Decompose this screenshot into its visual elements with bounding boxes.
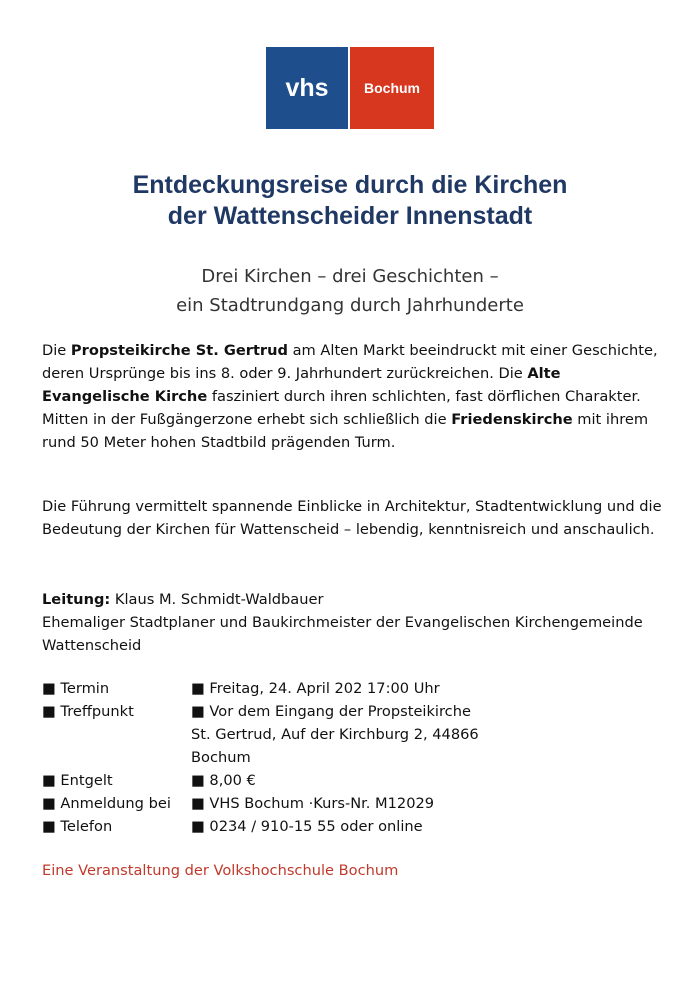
title-line-1: Entdeckungsreise durch die Kirchen <box>132 171 568 199</box>
detail-row-telefon <box>42 815 491 838</box>
event-details <box>42 677 491 838</box>
detail-label: ■ Termin <box>42 680 110 697</box>
leitung-block <box>42 588 672 657</box>
intro-text-4: mit ihrem rund 50 Meter hohen Stadtbild prägenden Turm. <box>42 411 649 451</box>
leitung-role: Ehemaliger Stadtplaner und Baukirchmeister der Evangelischen Kirchengemeinde Wattenscheid <box>42 614 643 654</box>
logo-vhs-block: vhs <box>266 47 348 129</box>
subtitle-line-1: Drei Kirchen – drei Geschichten – <box>201 266 499 287</box>
subtitle <box>0 262 700 320</box>
church-name-alte-evangelische: Alte Evangelische Kirche <box>42 365 561 405</box>
detail-value: ■ Freitag, 24. April 202 17:00 Uhr <box>191 680 440 697</box>
title-line-2: der Wattenscheider Innenstadt <box>167 202 533 230</box>
intro-text-1: Die <box>42 342 71 359</box>
detail-label: ■ Treffpunkt <box>42 703 134 720</box>
detail-value: ■ 8,00 € <box>191 772 256 789</box>
vhs-logo <box>266 47 434 129</box>
detail-value: ■ VHS Bochum ·Kurs-Nr. M12029 <box>191 795 435 812</box>
detail-label: ■ Anmeldung bei <box>42 795 171 812</box>
tour-description: Die Führung vermittelt spannende Einblicke in Architektur, Stadtentwicklung und die Bedeutung der Kirchen für Wattenscheid – lebendig, kenntnisreich und anschaulich. <box>42 498 662 538</box>
page-title <box>0 170 700 232</box>
detail-value: ■ Vor dem Eingang der Propsteikirche St. Gertrud, Auf der Kirchburg 2, 44866 Bochum <box>191 703 479 766</box>
detail-value: ■ 0234 / 910-15 55 oder online <box>191 818 423 835</box>
detail-row-anmeldung <box>42 792 491 815</box>
intro-paragraph <box>42 339 672 454</box>
detail-row-termin <box>42 677 491 700</box>
organizer-footer: Eine Veranstaltung der Volkshochschule Bochum <box>42 862 399 879</box>
intro-text-3: fasziniert durch ihren schlichten, fast dörflichen Charakter. Mitten in der Fußgängerzone erhebt sich schließlich die <box>42 388 641 428</box>
leitung-label: Leitung: <box>42 591 111 608</box>
intro-text-2: am Alten Markt beeindruckt mit einer Geschichte, deren Ursprünge bis ins 8. oder 9. Jahrhundert zurückreichen. Die <box>42 342 658 382</box>
detail-row-treffpunkt <box>42 700 491 769</box>
subtitle-line-2: ein Stadtrundgang durch Jahrhunderte <box>176 295 524 316</box>
leitung-name: Klaus M. Schmidt-Waldbauer <box>110 591 324 608</box>
logo-bochum-block: Bochum <box>350 47 434 129</box>
detail-label: ■ Telefon <box>42 818 113 835</box>
church-name-gertrud: Propsteikirche St. Gertrud <box>70 342 288 359</box>
detail-label: ■ Entgelt <box>42 772 113 789</box>
leitung-line <box>42 588 672 611</box>
detail-row-entgelt <box>42 769 491 792</box>
church-name-friedenskirche: Friedenskirche <box>451 411 573 428</box>
